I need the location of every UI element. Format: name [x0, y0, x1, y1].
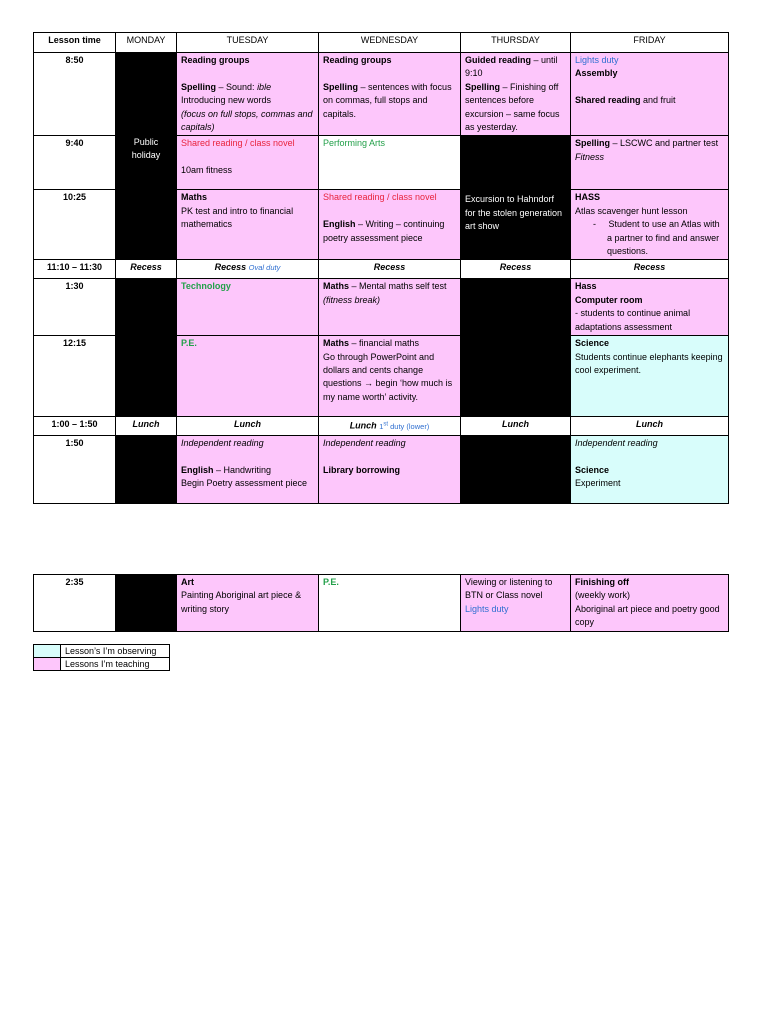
tue-850-spelling: Spelling – Sound: ible	[181, 81, 272, 92]
monday-holiday-text: Public holiday	[131, 137, 161, 161]
thu-235-cell	[461, 575, 571, 632]
tue-940-fitness: 10am fitness	[181, 165, 233, 176]
header-lesson-time: Lesson time	[34, 33, 116, 53]
wed-130-cell	[319, 279, 461, 336]
mon-lunch: Lunch	[116, 417, 177, 436]
tue-lunch: Lunch	[177, 417, 319, 436]
wed-1025-english: English – Writing – continuing poetry assessment piece	[323, 219, 445, 243]
mon-black-cell	[116, 279, 177, 417]
tue-oval-duty: Oval duty	[248, 263, 281, 273]
fri-235-finishing-off: Finishing off	[575, 577, 629, 587]
thu-235-btn: Viewing or listening to BTN or Class novel	[465, 577, 553, 601]
wed-1215-powerpoint: Go through PowerPoint and dollars and cents change questions → begin ‘how much is my name worth’ activity.	[323, 351, 453, 402]
fri-850-shared: Shared reading and fruit	[575, 95, 676, 106]
legend-teaching-swatch	[34, 658, 61, 671]
tue-recess: Recess Oval duty	[177, 260, 319, 279]
row-235	[34, 575, 729, 632]
header-thursday: THURSDAY	[461, 33, 571, 53]
tue-850-line2: Introducing new words	[181, 95, 272, 106]
fri-130-hass: Hass	[575, 281, 597, 292]
tue-850-cell	[177, 53, 319, 136]
fri-150-cell	[571, 436, 729, 504]
row-850	[34, 53, 729, 136]
tue-130-cell	[177, 279, 319, 336]
fri-lunch: Lunch	[571, 417, 729, 436]
tue-150-independent-reading: Independent reading	[181, 438, 264, 449]
thu-lunch: Lunch	[461, 417, 571, 436]
time-recess: 11:10 – 11:30	[34, 260, 116, 279]
fri-1025-atlas: Atlas scavenger hunt lesson	[575, 205, 688, 216]
thu-850-guided: Guided reading – until 9:10	[465, 55, 558, 79]
legend-teaching-row	[34, 658, 170, 671]
tue-940-cell	[177, 136, 319, 190]
time-235: 2:35	[34, 575, 116, 632]
fri-130-computer-room: Computer room	[575, 294, 643, 305]
time-130: 1:30	[34, 279, 116, 336]
fri-150-independent-reading: Independent reading	[575, 438, 658, 449]
tue-235-painting: Painting Aboriginal art piece & writing story	[181, 590, 302, 614]
thursday-excursion	[461, 136, 571, 260]
tue-1025-pk-test: PK test and intro to financial mathematics	[181, 205, 294, 230]
fri-940-fitness: Fitness	[575, 151, 605, 162]
wed-850-cell	[319, 53, 461, 136]
fri-130-adaptations: - students to continue animal adaptations assessment	[575, 308, 691, 332]
wed-lunch: Lunch 1st duty (lower)	[319, 417, 461, 436]
fri-150-science: Science	[575, 464, 610, 475]
row-130	[34, 279, 729, 336]
wed-940-performing-arts: Performing Arts	[323, 138, 386, 149]
thursday-excursion-text: Excursion to Hahndorf for the stolen generation art show	[465, 194, 563, 232]
thu-black-cell	[461, 279, 571, 417]
thu-150-black	[461, 436, 571, 504]
fri-recess: Recess	[571, 260, 729, 279]
header-wednesday: WEDNESDAY	[319, 33, 461, 53]
header-friday: FRIDAY	[571, 33, 729, 53]
time-1215: 12:15	[34, 336, 116, 417]
fri-235-weekly-work: (weekly work)	[575, 590, 631, 601]
fri-1025-cell	[571, 190, 729, 260]
fri-1215-cell	[571, 336, 729, 417]
wed-130-fitness-break: (fitness break)	[323, 294, 381, 305]
wed-150-independent-reading: Independent reading	[323, 438, 406, 449]
legend	[33, 644, 170, 671]
time-850: 8:50	[34, 53, 116, 136]
legend-observing-label: Lesson’s I’m observing	[61, 645, 170, 658]
tue-1025-cell	[177, 190, 319, 260]
timetable	[33, 32, 729, 504]
wed-1025-cell	[319, 190, 461, 260]
thu-850-cell	[461, 53, 571, 136]
fri-1025-bullet: - Student to use an Atlas with a partner to find and answer questions.	[593, 219, 720, 257]
row-lunch	[34, 417, 729, 436]
wed-150-cell	[319, 436, 461, 504]
time-940: 9:40	[34, 136, 116, 190]
mon-recess: Recess	[116, 260, 177, 279]
row-150	[34, 436, 729, 504]
fri-850-lights-duty: Lights duty	[575, 55, 619, 65]
header-monday: MONDAY	[116, 33, 177, 53]
thu-235-lights-duty: Lights duty	[465, 603, 509, 614]
thu-850-spelling: Spelling – Finishing off sentences before excursion – same focus as yesterday.	[465, 81, 560, 133]
fri-1215-science: Science	[575, 338, 610, 349]
tue-150-poetry: Begin Poetry assessment piece	[181, 478, 308, 489]
fri-235-aboriginal-art: Aboriginal art piece and poetry good copy	[575, 603, 720, 628]
fri-1215-experiment: Students continue elephants keeping cool experiment.	[575, 351, 723, 375]
mon-150-black	[116, 436, 177, 504]
row-recess	[34, 260, 729, 279]
wed-235-cell	[319, 575, 461, 632]
fri-940-spelling: Spelling – LSCWC and partner test	[575, 138, 719, 149]
legend-observing-row	[34, 645, 170, 658]
tue-850-title: Reading groups	[181, 55, 250, 65]
thu-recess: Recess	[461, 260, 571, 279]
wed-130-maths: Maths – Mental maths self test	[323, 281, 447, 292]
header-tuesday: TUESDAY	[177, 33, 319, 53]
time-150: 1:50	[34, 436, 116, 504]
tue-1215-cell	[177, 336, 319, 417]
tue-150-english: English – Handwriting	[181, 464, 272, 475]
fri-850-cell	[571, 53, 729, 136]
tue-1215-pe: P.E.	[181, 338, 197, 349]
tue-850-line3: (focus on full stops, commas and capitals)	[181, 108, 313, 133]
fri-850-assembly: Assembly	[575, 68, 618, 79]
legend-teaching-label: Lessons I’m teaching	[61, 658, 170, 671]
tue-130-technology: Technology	[181, 281, 231, 292]
wed-150-library: Library borrowing	[323, 464, 401, 475]
tue-940-shared-reading: Shared reading / class novel	[181, 138, 295, 149]
fri-235-cell	[571, 575, 729, 632]
wed-850-title: Reading groups	[323, 55, 392, 65]
wed-1025-shared-reading: Shared reading / class novel	[323, 192, 437, 203]
mon-235-black	[116, 575, 177, 632]
wed-recess: Recess	[319, 260, 461, 279]
tue-235-cell	[177, 575, 319, 632]
fri-940-cell	[571, 136, 729, 190]
time-lunch: 1:00 – 1:50	[34, 417, 116, 436]
fri-1025-hass: HASS	[575, 192, 601, 203]
header-row	[34, 33, 729, 53]
time-1025: 10:25	[34, 190, 116, 260]
tue-1025-maths: Maths	[181, 192, 208, 203]
wed-lunch-duty: 1st duty (lower)	[379, 421, 430, 431]
fri-130-cell	[571, 279, 729, 336]
tue-150-cell	[177, 436, 319, 504]
monday-public-holiday	[116, 53, 177, 260]
wed-235-pe: P.E.	[323, 577, 339, 587]
wed-940-cell	[319, 136, 461, 190]
legend-observing-swatch	[34, 645, 61, 658]
timetable-afternoon	[33, 574, 729, 632]
tue-235-art: Art	[181, 577, 194, 587]
wed-850-spelling: Spelling – sentences with focus on commas, full stops and capitals.	[323, 81, 452, 119]
fri-150-experiment: Experiment	[575, 478, 621, 489]
wed-1215-maths: Maths – financial maths	[323, 338, 420, 349]
wed-1215-cell	[319, 336, 461, 417]
